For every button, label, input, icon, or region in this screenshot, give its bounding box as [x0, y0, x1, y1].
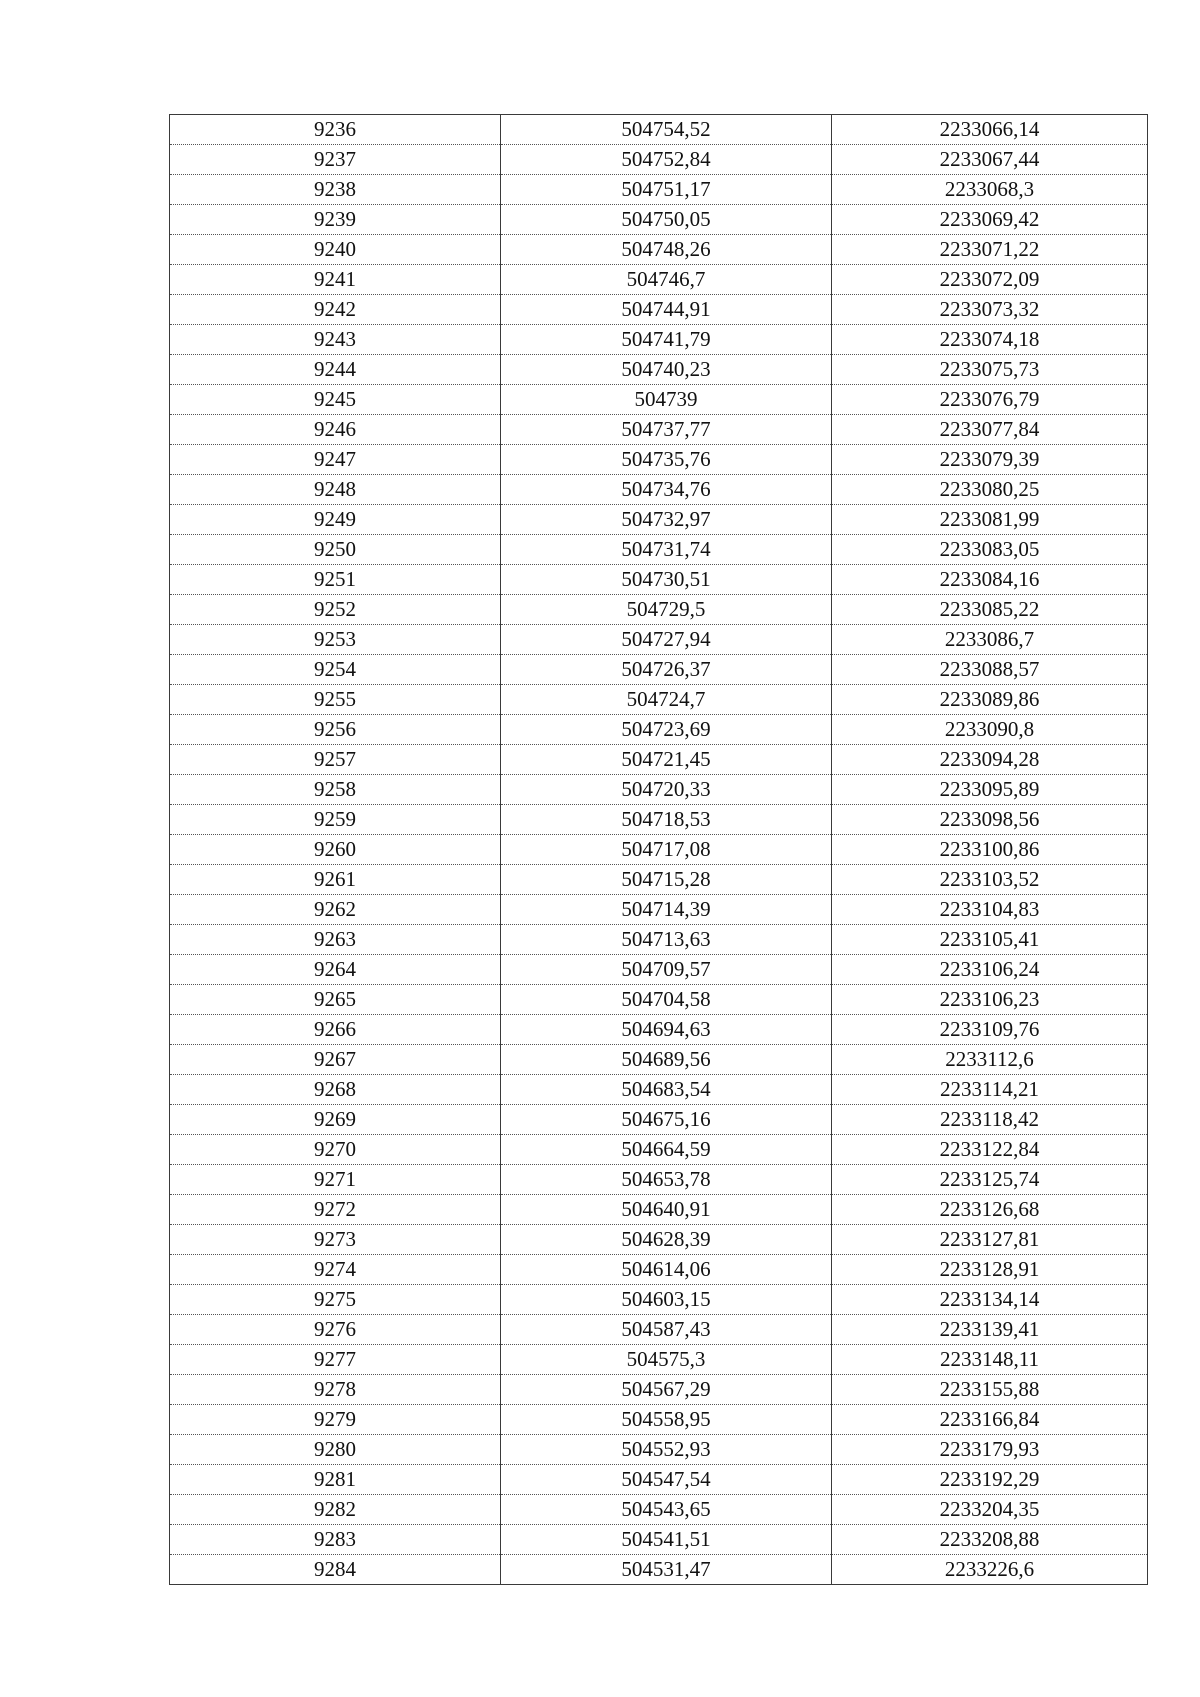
table-row: [170, 1225, 1148, 1255]
table-row: [170, 1105, 1148, 1135]
point-number-cell: 9245: [170, 385, 501, 415]
point-number-cell: 9282: [170, 1495, 501, 1525]
point-number-cell: 9267: [170, 1045, 501, 1075]
point-number-cell: 9266: [170, 1015, 501, 1045]
y-coordinate-cell: 2233103,52: [832, 865, 1148, 895]
point-number-cell: 9236: [170, 115, 501, 145]
table-row: [170, 1015, 1148, 1045]
x-coordinate-cell: 504751,17: [501, 175, 832, 205]
point-number-cell: 9264: [170, 955, 501, 985]
x-coordinate-cell: 504720,33: [501, 775, 832, 805]
table-row: [170, 955, 1148, 985]
x-coordinate-cell: 504748,26: [501, 235, 832, 265]
table-row: [170, 265, 1148, 295]
table-row: [170, 985, 1148, 1015]
x-coordinate-cell: 504587,43: [501, 1315, 832, 1345]
table-row: [170, 1435, 1148, 1465]
x-coordinate-cell: 504653,78: [501, 1165, 832, 1195]
x-coordinate-cell: 504752,84: [501, 145, 832, 175]
x-coordinate-cell: 504750,05: [501, 205, 832, 235]
point-number-cell: 9279: [170, 1405, 501, 1435]
point-number-cell: 9281: [170, 1465, 501, 1495]
point-number-cell: 9247: [170, 445, 501, 475]
point-number-cell: 9283: [170, 1525, 501, 1555]
point-number-cell: 9268: [170, 1075, 501, 1105]
y-coordinate-cell: 2233126,68: [832, 1195, 1148, 1225]
table-row: [170, 895, 1148, 925]
y-coordinate-cell: 2233080,25: [832, 475, 1148, 505]
y-coordinate-cell: 2233072,09: [832, 265, 1148, 295]
point-number-cell: 9271: [170, 1165, 501, 1195]
table-row: [170, 205, 1148, 235]
table-row: [170, 1495, 1148, 1525]
point-number-cell: 9254: [170, 655, 501, 685]
y-coordinate-cell: 2233104,83: [832, 895, 1148, 925]
y-coordinate-cell: 2233076,79: [832, 385, 1148, 415]
table-row: [170, 115, 1148, 145]
y-coordinate-cell: 2233073,32: [832, 295, 1148, 325]
x-coordinate-cell: 504718,53: [501, 805, 832, 835]
point-number-cell: 9248: [170, 475, 501, 505]
table-row: [170, 415, 1148, 445]
x-coordinate-cell: 504739: [501, 385, 832, 415]
table-row: [170, 1555, 1148, 1585]
point-number-cell: 9284: [170, 1555, 501, 1585]
y-coordinate-cell: 2233083,05: [832, 535, 1148, 565]
x-coordinate-cell: 504704,58: [501, 985, 832, 1015]
table-row: [170, 805, 1148, 835]
y-coordinate-cell: 2233118,42: [832, 1105, 1148, 1135]
y-coordinate-cell: 2233139,41: [832, 1315, 1148, 1345]
x-coordinate-cell: 504717,08: [501, 835, 832, 865]
table-row: [170, 1465, 1148, 1495]
table-row: [170, 715, 1148, 745]
y-coordinate-cell: 2233192,29: [832, 1465, 1148, 1495]
point-number-cell: 9239: [170, 205, 501, 235]
table-row: [170, 865, 1148, 895]
x-coordinate-cell: 504724,7: [501, 685, 832, 715]
table-row: [170, 1375, 1148, 1405]
y-coordinate-cell: 2233095,89: [832, 775, 1148, 805]
point-number-cell: 9249: [170, 505, 501, 535]
table-row: [170, 925, 1148, 955]
table-row: [170, 295, 1148, 325]
x-coordinate-cell: 504709,57: [501, 955, 832, 985]
y-coordinate-cell: 2233226,6: [832, 1555, 1148, 1585]
table-row: [170, 1195, 1148, 1225]
y-coordinate-cell: 2233071,22: [832, 235, 1148, 265]
y-coordinate-cell: 2233088,57: [832, 655, 1148, 685]
point-number-cell: 9240: [170, 235, 501, 265]
x-coordinate-cell: 504721,45: [501, 745, 832, 775]
table-row: [170, 325, 1148, 355]
table-row: [170, 505, 1148, 535]
table-row: [170, 175, 1148, 205]
table-row: [170, 595, 1148, 625]
x-coordinate-cell: 504744,91: [501, 295, 832, 325]
y-coordinate-cell: 2233204,35: [832, 1495, 1148, 1525]
y-coordinate-cell: 2233066,14: [832, 115, 1148, 145]
point-number-cell: 9269: [170, 1105, 501, 1135]
table-row: [170, 1315, 1148, 1345]
y-coordinate-cell: 2233086,7: [832, 625, 1148, 655]
point-number-cell: 9261: [170, 865, 501, 895]
point-number-cell: 9280: [170, 1435, 501, 1465]
y-coordinate-cell: 2233134,14: [832, 1285, 1148, 1315]
table-row: [170, 1525, 1148, 1555]
y-coordinate-cell: 2233067,44: [832, 145, 1148, 175]
x-coordinate-cell: 504694,63: [501, 1015, 832, 1045]
table-row: [170, 835, 1148, 865]
y-coordinate-cell: 2233100,86: [832, 835, 1148, 865]
point-number-cell: 9278: [170, 1375, 501, 1405]
x-coordinate-cell: 504664,59: [501, 1135, 832, 1165]
point-number-cell: 9252: [170, 595, 501, 625]
x-coordinate-cell: 504675,16: [501, 1105, 832, 1135]
point-number-cell: 9277: [170, 1345, 501, 1375]
y-coordinate-cell: 2233085,22: [832, 595, 1148, 625]
x-coordinate-cell: 504735,76: [501, 445, 832, 475]
table-row: [170, 535, 1148, 565]
y-coordinate-cell: 2233081,99: [832, 505, 1148, 535]
y-coordinate-cell: 2233114,21: [832, 1075, 1148, 1105]
point-number-cell: 9256: [170, 715, 501, 745]
point-number-cell: 9263: [170, 925, 501, 955]
point-number-cell: 9265: [170, 985, 501, 1015]
y-coordinate-cell: 2233077,84: [832, 415, 1148, 445]
x-coordinate-cell: 504723,69: [501, 715, 832, 745]
y-coordinate-cell: 2233079,39: [832, 445, 1148, 475]
y-coordinate-cell: 2233179,93: [832, 1435, 1148, 1465]
x-coordinate-cell: 504640,91: [501, 1195, 832, 1225]
x-coordinate-cell: 504628,39: [501, 1225, 832, 1255]
point-number-cell: 9262: [170, 895, 501, 925]
x-coordinate-cell: 504713,63: [501, 925, 832, 955]
x-coordinate-cell: 504730,51: [501, 565, 832, 595]
table-row: [170, 625, 1148, 655]
y-coordinate-cell: 2233090,8: [832, 715, 1148, 745]
point-number-cell: 9243: [170, 325, 501, 355]
point-number-cell: 9274: [170, 1255, 501, 1285]
point-number-cell: 9250: [170, 535, 501, 565]
point-number-cell: 9255: [170, 685, 501, 715]
point-number-cell: 9258: [170, 775, 501, 805]
y-coordinate-cell: 2233109,76: [832, 1015, 1148, 1045]
y-coordinate-cell: 2233148,11: [832, 1345, 1148, 1375]
table-row: [170, 385, 1148, 415]
point-number-cell: 9272: [170, 1195, 501, 1225]
x-coordinate-cell: 504558,95: [501, 1405, 832, 1435]
table-row: [170, 1165, 1148, 1195]
y-coordinate-cell: 2233155,88: [832, 1375, 1148, 1405]
point-number-cell: 9246: [170, 415, 501, 445]
table-row: [170, 145, 1148, 175]
x-coordinate-cell: 504547,54: [501, 1465, 832, 1495]
table-row: [170, 475, 1148, 505]
y-coordinate-cell: 2233112,6: [832, 1045, 1148, 1075]
x-coordinate-cell: 504737,77: [501, 415, 832, 445]
table-row: [170, 685, 1148, 715]
table-row: [170, 1405, 1148, 1435]
y-coordinate-cell: 2233074,18: [832, 325, 1148, 355]
y-coordinate-cell: 2233094,28: [832, 745, 1148, 775]
x-coordinate-cell: 504531,47: [501, 1555, 832, 1585]
x-coordinate-cell: 504727,94: [501, 625, 832, 655]
x-coordinate-cell: 504734,76: [501, 475, 832, 505]
x-coordinate-cell: 504726,37: [501, 655, 832, 685]
x-coordinate-cell: 504683,54: [501, 1075, 832, 1105]
table-row: [170, 655, 1148, 685]
point-number-cell: 9238: [170, 175, 501, 205]
y-coordinate-cell: 2233166,84: [832, 1405, 1148, 1435]
coordinates-table-body: [170, 115, 1148, 1585]
x-coordinate-cell: 504741,79: [501, 325, 832, 355]
x-coordinate-cell: 504715,28: [501, 865, 832, 895]
x-coordinate-cell: 504541,51: [501, 1525, 832, 1555]
x-coordinate-cell: 504732,97: [501, 505, 832, 535]
x-coordinate-cell: 504746,7: [501, 265, 832, 295]
x-coordinate-cell: 504543,65: [501, 1495, 832, 1525]
point-number-cell: 9273: [170, 1225, 501, 1255]
x-coordinate-cell: 504567,29: [501, 1375, 832, 1405]
x-coordinate-cell: 504714,39: [501, 895, 832, 925]
y-coordinate-cell: 2233128,91: [832, 1255, 1148, 1285]
y-coordinate-cell: 2233106,23: [832, 985, 1148, 1015]
x-coordinate-cell: 504614,06: [501, 1255, 832, 1285]
x-coordinate-cell: 504729,5: [501, 595, 832, 625]
y-coordinate-cell: 2233098,56: [832, 805, 1148, 835]
point-number-cell: 9257: [170, 745, 501, 775]
x-coordinate-cell: 504689,56: [501, 1045, 832, 1075]
table-row: [170, 745, 1148, 775]
point-number-cell: 9260: [170, 835, 501, 865]
y-coordinate-cell: 2233105,41: [832, 925, 1148, 955]
point-number-cell: 9244: [170, 355, 501, 385]
y-coordinate-cell: 2233127,81: [832, 1225, 1148, 1255]
point-number-cell: 9242: [170, 295, 501, 325]
coordinates-table: [169, 114, 1148, 1585]
y-coordinate-cell: 2233125,74: [832, 1165, 1148, 1195]
point-number-cell: 9237: [170, 145, 501, 175]
x-coordinate-cell: 504552,93: [501, 1435, 832, 1465]
table-row: [170, 1255, 1148, 1285]
x-coordinate-cell: 504740,23: [501, 355, 832, 385]
point-number-cell: 9276: [170, 1315, 501, 1345]
x-coordinate-cell: 504575,3: [501, 1345, 832, 1375]
table-row: [170, 1135, 1148, 1165]
table-row: [170, 445, 1148, 475]
table-row: [170, 775, 1148, 805]
x-coordinate-cell: 504754,52: [501, 115, 832, 145]
point-number-cell: 9251: [170, 565, 501, 595]
table-row: [170, 1045, 1148, 1075]
x-coordinate-cell: 504603,15: [501, 1285, 832, 1315]
y-coordinate-cell: 2233208,88: [832, 1525, 1148, 1555]
table-row: [170, 355, 1148, 385]
y-coordinate-cell: 2233122,84: [832, 1135, 1148, 1165]
y-coordinate-cell: 2233068,3: [832, 175, 1148, 205]
y-coordinate-cell: 2233075,73: [832, 355, 1148, 385]
point-number-cell: 9275: [170, 1285, 501, 1315]
table-row: [170, 565, 1148, 595]
y-coordinate-cell: 2233069,42: [832, 205, 1148, 235]
y-coordinate-cell: 2233089,86: [832, 685, 1148, 715]
point-number-cell: 9270: [170, 1135, 501, 1165]
y-coordinate-cell: 2233106,24: [832, 955, 1148, 985]
table-row: [170, 235, 1148, 265]
table-row: [170, 1345, 1148, 1375]
y-coordinate-cell: 2233084,16: [832, 565, 1148, 595]
point-number-cell: 9259: [170, 805, 501, 835]
point-number-cell: 9253: [170, 625, 501, 655]
x-coordinate-cell: 504731,74: [501, 535, 832, 565]
point-number-cell: 9241: [170, 265, 501, 295]
table-row: [170, 1075, 1148, 1105]
table-row: [170, 1285, 1148, 1315]
